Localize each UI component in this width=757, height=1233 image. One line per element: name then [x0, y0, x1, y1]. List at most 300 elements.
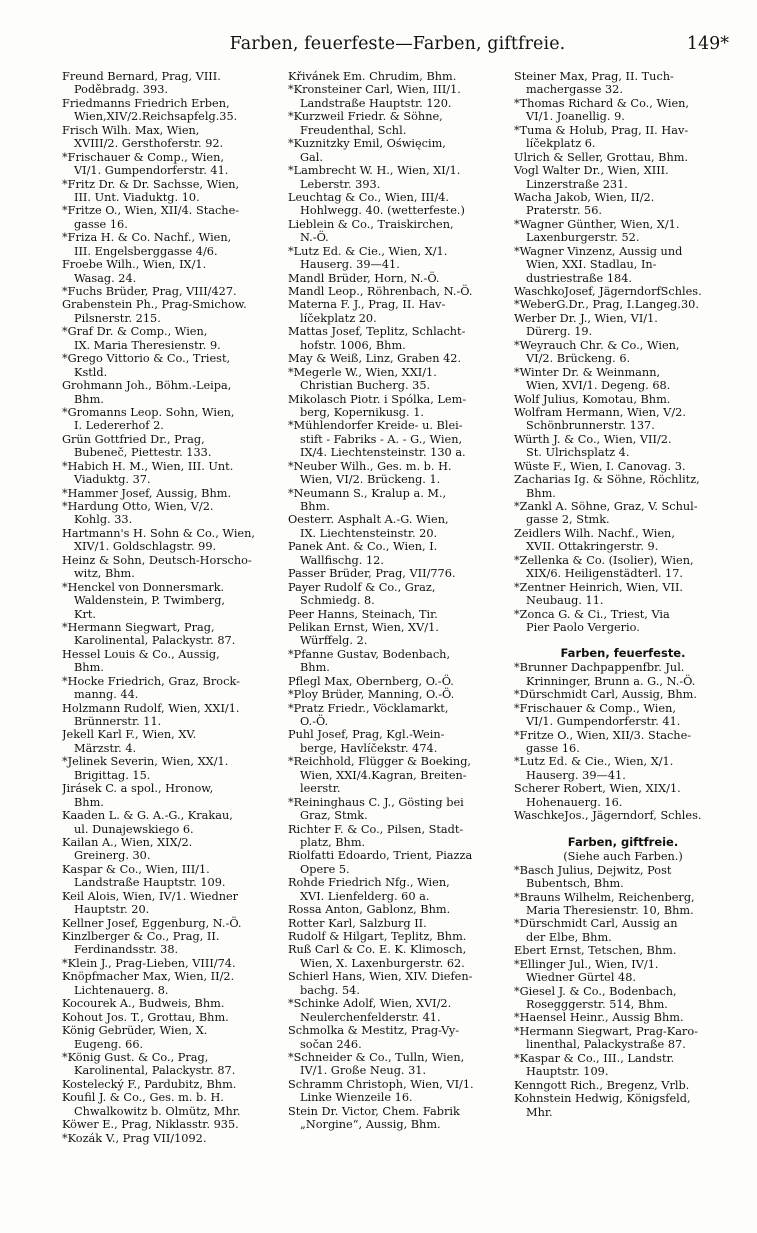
entry-name: *Klein J., Prag-Lieben, VIII/74. — [62, 956, 236, 970]
directory-entry — [62, 957, 280, 970]
entry-address: Dürerg. 19. — [526, 325, 593, 339]
directory-entry — [288, 621, 506, 648]
entry-address: Ferdinandsstr. 38. — [74, 943, 179, 957]
entry-address: Brünnerstr. 11. — [74, 715, 162, 728]
directory-entry — [288, 702, 506, 729]
entry-name: Knöpfmacher Max, Wien, II/2. — [62, 970, 235, 984]
entry-address: Wien, VI/2. Brückeng. 1. — [300, 473, 441, 487]
directory-entry — [514, 433, 732, 460]
directory-entry — [62, 890, 280, 917]
entry-name: May & Weiß, Linz, Graben 42. — [288, 352, 462, 366]
entry-name: Keil Alois, Wien, IV/1. Wiedner — [62, 889, 239, 903]
directory-entry — [62, 930, 280, 957]
entry-name: *Fritze O., Wien, XII/4. Stache- — [62, 204, 240, 218]
directory-entry — [62, 836, 280, 863]
entry-address: Wien, XVI/1. Degeng. 68. — [526, 379, 671, 393]
entry-name: Mandl Leop., Röhrenbach, N.-Ö. — [288, 285, 473, 298]
entry-address: Leberstr. 393. — [300, 177, 381, 191]
directory-entry — [62, 298, 280, 325]
directory-entry — [288, 1105, 506, 1132]
entry-address: der Elbe, Bhm. — [526, 930, 612, 944]
directory-entry — [288, 970, 506, 997]
entry-name: Panek Ant. & Co., Wien, I. — [288, 540, 438, 554]
listing-column-2 — [288, 70, 506, 1220]
directory-entry — [514, 809, 732, 822]
entry-name: *Gromanns Leop. Sohn, Wien, — [62, 405, 235, 419]
entry-address: Schmiedg. 8. — [300, 594, 375, 608]
listing-column-3 — [514, 70, 732, 1220]
entry-name: *Mühlendorfer Kreide- u. Blei- — [288, 419, 463, 433]
directory-entry — [288, 567, 506, 580]
entry-address: III. Engelsberggasse 4/6. — [74, 244, 218, 258]
section-heading-feuerfeste: Farben, feuerfeste. — [560, 646, 686, 661]
directory-entry — [62, 970, 280, 997]
entry-name: Kohnstein Hedwig, Königsfeld, — [514, 1092, 691, 1106]
directory-entry — [62, 97, 280, 124]
directory-entry — [288, 903, 506, 916]
entry-name: *Dürschmidt Carl, Aussig an — [514, 917, 678, 931]
directory-entry — [62, 285, 280, 298]
entry-name: Richter F. & Co., Pilsen, Stadt- — [288, 822, 464, 836]
entry-address: Greinerg. 30. — [74, 849, 151, 863]
directory-entry — [514, 393, 732, 406]
entry-address: Wien, XXI. Stadlau, In- — [526, 258, 657, 272]
entry-address: O.-Ö. — [300, 715, 329, 728]
directory-entry — [288, 83, 506, 110]
directory-entry — [514, 70, 732, 97]
entry-name: Freund Bernard, Prag, VIII. — [62, 70, 221, 83]
entry-address: Brigittag. 15. — [74, 768, 151, 782]
entry-name: Wolfram Hermann, Wien, V/2. — [514, 405, 686, 419]
entry-name: *Ploy Brüder, Manning, O.-Ö. — [288, 688, 455, 702]
entry-address: Neubaug. 11. — [526, 594, 604, 608]
entry-name: König Gebrüder, Wien, X. — [62, 1024, 208, 1038]
entry-address: Hauptstr. 20. — [74, 903, 150, 917]
directory-entry — [514, 917, 732, 944]
directory-entry — [288, 164, 506, 191]
entry-name: *Hermann Siegwart, Prag, — [62, 620, 215, 634]
entry-name: *König Gust. & Co., Prag, — [62, 1050, 209, 1064]
directory-entry — [288, 1078, 506, 1105]
entry-name: Froebe Wilh., Wien, IX/1. — [62, 258, 207, 272]
entry-name: *Fritz Dr. & Dr. Sachsse, Wien, — [62, 177, 240, 191]
entry-address: Wasag. 24. — [74, 271, 137, 285]
entry-address: IV/1. Große Neug. 31. — [300, 1064, 427, 1078]
page-number: 149* — [686, 34, 729, 54]
entry-name: Kaaden L. & G. A.-G., Krakau, — [62, 809, 233, 823]
entry-address: Laxenburgerstr. 52. — [526, 231, 640, 245]
directory-entry — [288, 137, 506, 164]
directory-entry — [62, 1011, 280, 1024]
entry-name: Holzmann Rudolf, Wien, XXI/1. — [62, 701, 240, 715]
entry-name: Kohout Jos. T., Grottau, Bhm. — [62, 1010, 229, 1024]
directory-entry — [62, 554, 280, 581]
directory-entry — [288, 352, 506, 365]
section-heading-giftfreie: Farben, giftfreie. — [567, 834, 679, 849]
directory-entry — [288, 191, 506, 218]
directory-entry — [288, 997, 506, 1024]
entry-name: *Habich H. M., Wien, III. Unt. — [62, 459, 234, 473]
directory-entry — [288, 823, 506, 850]
entry-name: Mikolasch Piotr. i Spólka, Lem- — [288, 392, 467, 406]
directory-entry — [62, 728, 280, 755]
entry-name: Wacha Jakob, Wien, II/2. — [514, 190, 655, 204]
entry-name: Schierl Hans, Wien, XIV. Diefen- — [288, 970, 473, 984]
entry-address: Karolinental, Palackystr. 87. — [74, 1064, 236, 1078]
entry-address: Hohlwegg. 40. (wetterfeste.) — [300, 204, 465, 218]
directory-entry — [514, 688, 732, 701]
entry-address: III. Unt. Viaduktg. 10. — [74, 190, 200, 204]
entry-address: Bubeneč, Piettestr. 133. — [74, 446, 212, 460]
entry-address: Landstraße Hauptstr. 120. — [300, 96, 452, 110]
directory-entry — [288, 110, 506, 137]
entry-name: Vogl Walter Dr., Wien, XIII. — [514, 164, 669, 178]
entry-address: Bhm. — [74, 661, 104, 675]
directory-entry — [62, 809, 280, 836]
directory-entry — [288, 755, 506, 795]
entry-address: IX. Liechtensteinstr. 20. — [300, 526, 438, 540]
directory-entry — [514, 782, 732, 809]
entry-name: *Kozák V., Prag VII/1092. — [62, 1131, 207, 1145]
entry-name: *Friza H. & Co. Nachf., Wien, — [62, 231, 232, 245]
directory-entry — [62, 231, 280, 258]
entry-address: platz, Bhm. — [300, 835, 366, 849]
entry-address: XIV/1. Goldschlagstr. 99. — [74, 540, 217, 554]
directory-entry — [514, 473, 732, 500]
entry-name: *Graf Dr. & Comp., Wien, — [62, 325, 208, 339]
entry-address: leerstr. — [300, 782, 341, 796]
entry-name: Ulrich & Seller, Grottau, Bhm. — [514, 150, 689, 164]
entry-name: Mandl Brüder, Horn, N.-Ö. — [288, 271, 440, 285]
directory-entry — [514, 460, 732, 473]
entry-name: Kailan A., Wien, XIX/2. — [62, 835, 193, 849]
entry-name: Zeidlers Wilh. Nachf., Wien, — [514, 526, 675, 540]
entry-name: *Dürschmidt Carl, Aussig, Bhm. — [514, 688, 697, 702]
directory-entry — [62, 70, 280, 97]
directory-entry — [62, 755, 280, 782]
directory-entry — [288, 540, 506, 567]
entry-name: Hartmann's H. Sohn & Co., Wien, — [62, 526, 255, 540]
directory-entry — [62, 151, 280, 178]
entry-address: Kstld. — [74, 365, 108, 379]
directory-entry — [62, 782, 280, 809]
directory-entry — [514, 554, 732, 581]
directory-entry — [514, 298, 732, 311]
directory-entry — [514, 581, 732, 608]
entry-address: Krinninger, Brunn a. G., N.-Ö. — [526, 674, 696, 688]
entry-name: Materna F. J., Prag, II. Hav- — [288, 298, 446, 312]
entry-address: ul. Dunajewskiego 6. — [74, 822, 194, 836]
entry-address: VI/2. Brückeng. 6. — [526, 352, 631, 366]
entry-name: *Zentner Heinrich, Wien, VII. — [514, 580, 684, 594]
directory-entry — [62, 1024, 280, 1051]
directory-entry — [288, 1024, 506, 1051]
entry-name: *Hocke Friedrich, Graz, Brock- — [62, 674, 240, 688]
directory-entry — [62, 863, 280, 890]
entry-address: bachg. 54. — [300, 983, 360, 997]
entry-name: Rossa Anton, Gablonz, Bhm. — [288, 903, 451, 917]
directory-entry — [514, 151, 732, 164]
directory-entry — [62, 352, 280, 379]
directory-entry — [514, 1092, 732, 1119]
entry-name: Steiner Max, Prag, II. Tuch- — [514, 70, 674, 83]
entry-address: St. Ulrichsplatz 4. — [526, 446, 630, 460]
directory-entry — [288, 513, 506, 540]
entry-address: linenthal, Palackystraße 87. — [526, 1038, 686, 1052]
directory-entry — [62, 204, 280, 231]
directory-entry — [62, 917, 280, 930]
directory-entry — [288, 608, 506, 621]
directory-entry — [62, 621, 280, 648]
directory-entry — [62, 433, 280, 460]
entry-address: Bhm. — [74, 795, 104, 809]
directory-entry — [62, 1091, 280, 1118]
entry-address: Pilsnerstr. 215. — [74, 311, 161, 325]
entry-address: VI/1. Joanellig. 9. — [526, 110, 625, 124]
entry-address: sočan 246. — [300, 1037, 362, 1051]
directory-entry — [288, 796, 506, 823]
directory-entry — [288, 581, 506, 608]
entry-name: *Kuznitzky Emil, Oświęcim, — [288, 137, 446, 151]
entry-address: Schönbrunnerstr. 137. — [526, 419, 655, 433]
entry-name: *Zellenka & Co. (Isolier), Wien, — [514, 553, 694, 567]
directory-entry — [62, 258, 280, 285]
directory-entry — [514, 245, 732, 285]
directory-entry — [514, 1011, 732, 1024]
entry-name: Rotter Karl, Salzburg II. — [288, 916, 427, 930]
directory-entry — [288, 325, 506, 352]
entry-name: *Megerle W., Wien, XXI/1. — [288, 365, 437, 379]
entry-address: Bhm. — [300, 661, 330, 675]
listing-columns — [62, 70, 732, 1220]
directory-entry — [62, 997, 280, 1010]
directory-entry — [514, 191, 732, 218]
entry-address: I. Ledererhof 2. — [74, 419, 164, 433]
entry-name: Payer Rudolf & Co., Graz, — [288, 580, 436, 594]
entry-name: *Tuma & Holub, Prag, II. Hav- — [514, 123, 689, 137]
directory-entry — [514, 164, 732, 191]
directory-entry — [514, 1025, 732, 1052]
directory-entry — [288, 648, 506, 675]
entry-name: *Schinke Adolf, Wien, XVI/2. — [288, 997, 452, 1011]
directory-entry — [514, 1052, 732, 1079]
entry-name: Rohde Friedrich Nfg., Wien, — [288, 876, 450, 890]
directory-entry — [514, 312, 732, 339]
entry-address: Maria Theresienstr. 10, Bhm. — [526, 903, 694, 917]
entry-name: Kocourek A., Budweis, Bhm. — [62, 997, 225, 1011]
entry-name: Mattas Josef, Teplitz, Schlacht- — [288, 325, 466, 339]
entry-name: Kinzlberger & Co., Prag, II. — [62, 930, 220, 943]
entry-name: Wolf Julius, Komotau, Bhm. — [514, 392, 671, 406]
page-header — [60, 30, 735, 60]
entry-name: Wüste F., Wien, I. Canovag. 3. — [514, 459, 686, 473]
directory-entry — [62, 1078, 280, 1091]
entry-name: Hessel Louis & Co., Aussig, — [62, 647, 220, 661]
entry-name: Peer Hanns, Steinach, Tir. — [288, 607, 438, 621]
entry-address: IX/4. Liechtensteinstr. 130 a. — [300, 446, 466, 460]
entry-name: *Hammer Josef, Aussig, Bhm. — [62, 486, 232, 500]
entry-name: *Zankl A. Söhne, Graz, V. Schul- — [514, 500, 698, 513]
directory-entry — [514, 608, 732, 635]
directory-entry — [514, 1079, 732, 1092]
entry-name: Kaspar & Co., Wien, III/1. — [62, 862, 210, 876]
entry-address: Neulerchenfelderstr. 41. — [300, 1010, 441, 1024]
section-feuerfeste-entries — [514, 661, 732, 822]
entry-address: Linke Wienzeile 16. — [300, 1091, 413, 1105]
entry-address: VI/1. Gumpendorferstr. 41. — [74, 164, 229, 178]
entry-name: Pelikan Ernst, Wien, XV/1. — [288, 620, 439, 634]
entry-name: Grün Gottfried Dr., Prag, — [62, 432, 205, 446]
entry-address: VI/1. Gumpendorferstr. 41. — [526, 715, 681, 729]
entry-address: gasse 16. — [526, 742, 580, 755]
entry-name: Oesterr. Asphalt A.-G. Wien, — [288, 513, 449, 527]
entry-name: Frisch Wilh. Max, Wien, — [62, 123, 200, 137]
section-subtitle-giftfreie: (Siehe auch Farben.) — [563, 849, 683, 863]
entry-name: *Schneider & Co., Tulln, Wien, — [288, 1050, 465, 1064]
directory-entry — [62, 406, 280, 433]
entry-address: Praterstr. 56. — [526, 204, 603, 218]
entry-name: Lieblein & Co., Traiskirchen, — [288, 217, 454, 231]
entry-address: Pier Paolo Vergerio. — [526, 620, 640, 634]
entry-name: Schramm Christoph, Wien, VI/1. — [288, 1077, 474, 1091]
directory-entry — [288, 272, 506, 285]
entry-address: Eugeng. 66. — [74, 1037, 144, 1051]
entry-address: Poděbradg. 393. — [74, 83, 169, 97]
section-giftfreie-entries — [514, 864, 732, 1119]
entry-name: *Henckel von Donnersmark. — [62, 580, 225, 594]
directory-entry — [62, 527, 280, 554]
entry-address: Freudenthal, Schl. — [300, 123, 407, 137]
entry-address: Chwalkowitz b. Olmütz, Mhr. — [74, 1104, 241, 1118]
entry-name: WaschkeJos., Jägerndorf, Schles. — [514, 809, 702, 823]
directory-entry — [514, 339, 732, 366]
entry-address: berg, Kopernikusg. 1. — [300, 405, 424, 419]
directory-entry — [514, 864, 732, 891]
directory-entry — [514, 702, 732, 729]
entry-name: Křivánek Em. Chrudim, Bhm. — [288, 70, 457, 83]
entry-name: *Giesel J. & Co., Bodenbach, — [514, 984, 677, 998]
entry-name: *Wagner Günther, Wien, X/1. — [514, 217, 680, 231]
entry-address: Opere 5. — [300, 862, 350, 876]
entry-address: Mhr. — [526, 1105, 553, 1119]
entry-address: Hauserg. 39—41. — [300, 258, 400, 272]
directory-entry — [514, 97, 732, 124]
directory-entry — [514, 985, 732, 1012]
entry-name: *WeberG.Dr., Prag, I.Langeg.30. — [514, 298, 699, 312]
directory-entry — [62, 1132, 280, 1145]
directory-entry — [62, 379, 280, 406]
directory-entry — [288, 298, 506, 325]
entry-address: Würffelg. 2. — [300, 634, 368, 648]
entry-address: Landstraße Hauptstr. 109. — [74, 876, 226, 890]
directory-entry — [288, 285, 506, 298]
directory-entry — [288, 487, 506, 514]
entry-address: Linzerstraße 231. — [526, 177, 628, 191]
entry-name: *Pfanne Gustav, Bodenbach, — [288, 647, 451, 661]
entry-name: Schmolka & Mestitz, Prag-Vy- — [288, 1024, 460, 1038]
directory-entry — [514, 124, 732, 151]
directory-entry — [288, 849, 506, 876]
entry-address: Christian Bucherg. 35. — [300, 379, 431, 393]
entry-name: WaschkoJosef, JägerndorfSchles. — [514, 285, 702, 298]
entry-name: Puhl Josef, Prag, Kgl.-Wein- — [288, 728, 445, 742]
entry-name: Friedmanns Friedrich Erben, — [62, 96, 230, 110]
directory-entry — [62, 702, 280, 729]
entry-address: Bhm. — [300, 500, 330, 513]
directory-entry — [288, 876, 506, 903]
directory-entry — [514, 218, 732, 245]
entry-name: *Pratz Friedr., Vöcklamarkt, — [288, 701, 449, 715]
entry-name: *Winter Dr. & Weinmann, — [514, 365, 661, 379]
directory-entry — [288, 930, 506, 943]
directory-entry — [62, 1051, 280, 1078]
entry-name: *Haensel Heinr., Aussig Bhm. — [514, 1011, 684, 1025]
entry-name: Leuchtag & Co., Wien, III/4. — [288, 190, 449, 204]
entry-address: Wallfischg. 12. — [300, 553, 384, 567]
entry-address: líčekplatz 6. — [526, 137, 596, 151]
entry-address: Bhm. — [74, 392, 104, 406]
entry-name: *Zonca G. & Ci., Triest, Via — [514, 607, 670, 621]
entry-name: Köwer E., Prag, Niklasstr. 935. — [62, 1118, 239, 1132]
entry-name: *Fuchs Brüder, Prag, VIII/427. — [62, 285, 237, 298]
entry-name: Ruß Carl & Co. E. K. Klimosch, — [288, 943, 467, 957]
directory-entry — [288, 393, 506, 420]
page-title: Farben, feuerfeste—Farben, giftfreie. — [229, 34, 566, 54]
directory-entry — [514, 285, 732, 298]
entry-name: Grohmann Joh., Böhm.-Leipa, — [62, 379, 232, 393]
entry-name: *Fritze O., Wien, XII/3. Stache- — [514, 728, 692, 742]
entry-name: Kenngott Rich., Bregenz, Vrlb. — [514, 1078, 690, 1092]
directory-entry — [62, 675, 280, 702]
entry-address: Wien, X. Laxenburgerstr. 62. — [300, 956, 465, 970]
entry-address: Gal. — [300, 150, 323, 164]
directory-entry — [288, 675, 506, 688]
entry-address: gasse 16. — [74, 217, 128, 231]
directory-entry — [288, 419, 506, 459]
entry-address: Graz, Stmk. — [300, 809, 368, 823]
entry-name: Grabenstein Ph., Prag-Smichow. — [62, 298, 247, 312]
entry-name: *Lutz Ed. & Cie., Wien, X/1. — [288, 244, 448, 258]
entry-name: Jekell Karl F., Wien, XV. — [62, 728, 197, 742]
entry-name: *Brunner Dachpappenfbr. Jul. — [514, 661, 685, 675]
directory-entry — [62, 178, 280, 205]
directory-entry — [514, 944, 732, 957]
entry-address: XVI. Lienfelderg. 60 a. — [300, 889, 430, 903]
directory-entry — [288, 245, 506, 272]
directory-entry — [514, 891, 732, 918]
entry-address: XVIII/2. Gersthoferstr. 92. — [74, 137, 224, 151]
entry-address: Kohlg. 33. — [74, 513, 133, 527]
entry-name: Riolfatti Edoardo, Trient, Piazza — [288, 849, 473, 863]
entry-address: Märzstr. 4. — [74, 741, 137, 755]
entry-name: *Reininghaus C. J., Gösting bei — [288, 795, 464, 809]
entry-address: Bhm. — [526, 486, 556, 500]
directory-entry — [62, 500, 280, 527]
entry-address: Hauptstr. 109. — [526, 1065, 609, 1079]
entry-address: Hauserg. 39—41. — [526, 768, 626, 782]
directory-entry — [288, 460, 506, 487]
entry-name: Pflegl Max, Obernberg, O.-Ö. — [288, 674, 454, 688]
listing-column-3-entries — [514, 70, 732, 634]
directory-entry — [62, 487, 280, 500]
entry-name: *Lutz Ed. & Cie., Wien, X/1. — [514, 755, 674, 769]
directory-entry — [514, 406, 732, 433]
entry-address: machergasse 32. — [526, 83, 623, 97]
directory-entry — [514, 661, 732, 688]
entry-name: Scherer Robert, Wien, XIX/1. — [514, 782, 681, 796]
entry-address: „Norgine“, Aussig, Bhm. — [300, 1118, 441, 1132]
entry-address: berge, Havlíčekstr. 474. — [300, 741, 438, 755]
